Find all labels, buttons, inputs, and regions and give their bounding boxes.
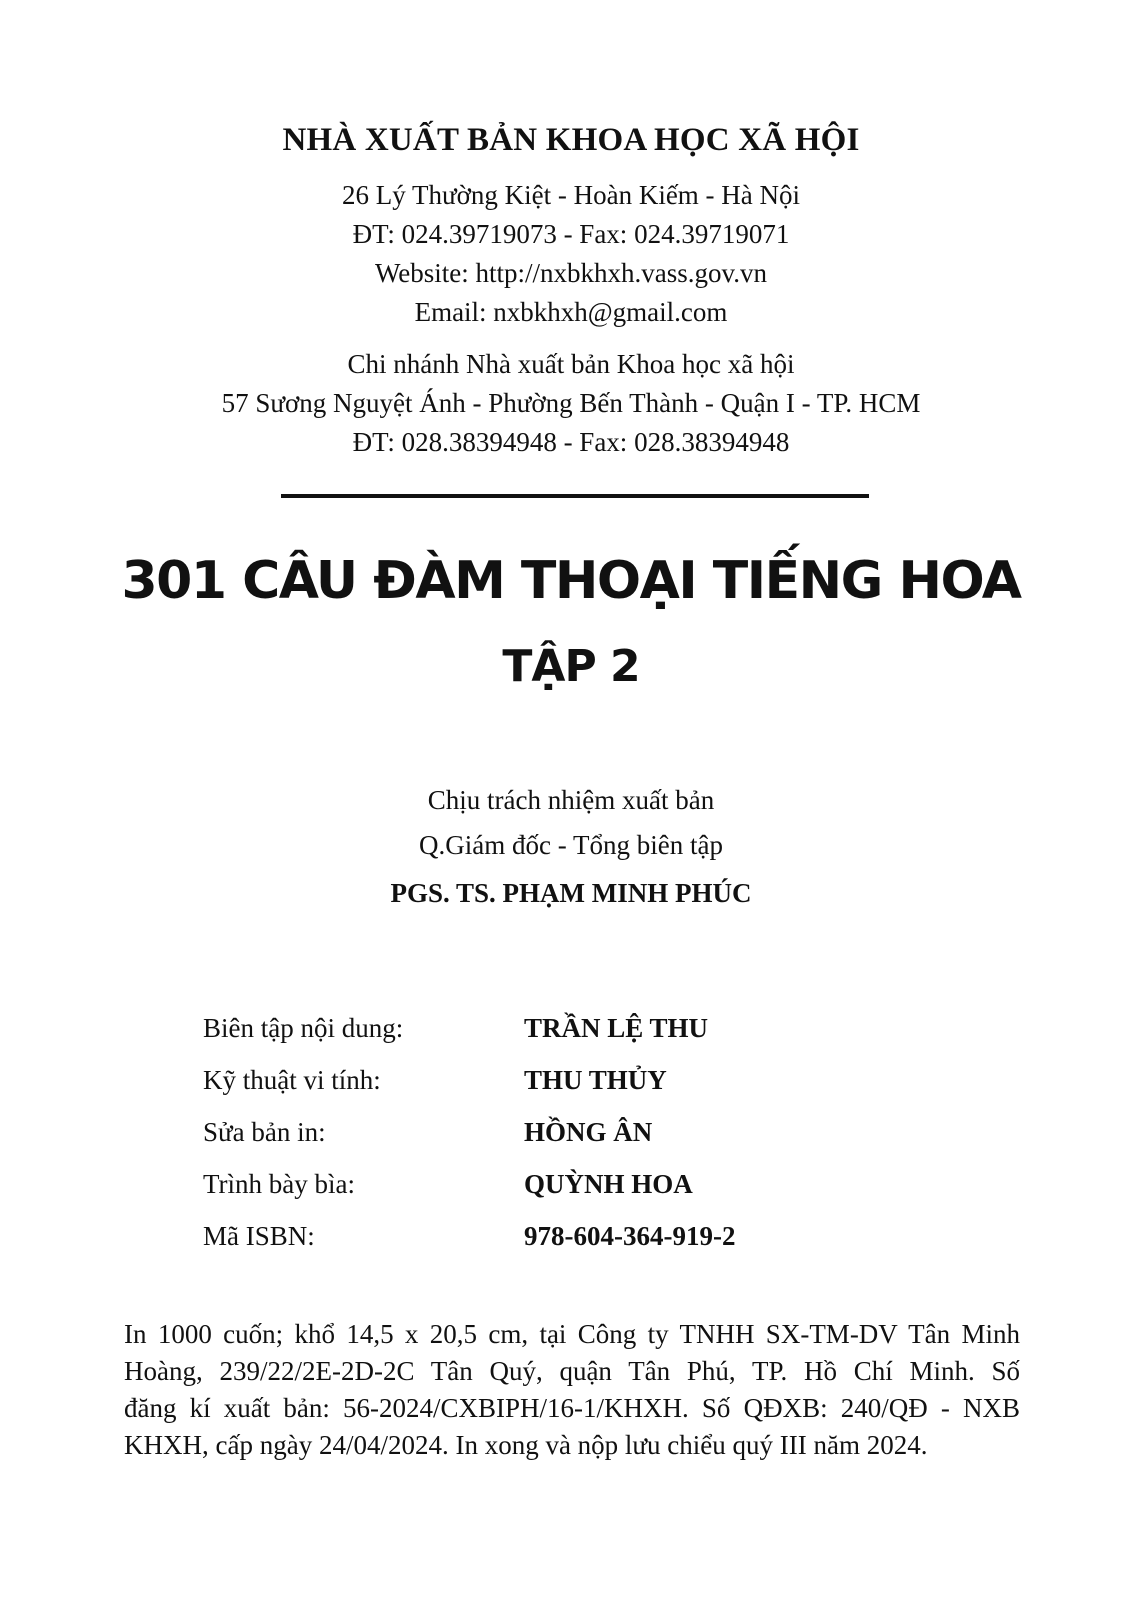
- print-info-line: KHXH, cấp ngày 24/04/2024. In xong và nộp lưu chiểu quý III năm 2024.: [124, 1430, 928, 1460]
- credits-list: [203, 1002, 735, 1262]
- branch-phone-fax: ĐT: 028.38394948 - Fax: 028.38394948: [352, 427, 790, 457]
- book-volume: TẬP 2: [502, 641, 640, 692]
- publisher-name: NHÀ XUẤT BẢN KHOA HỌC XÃ HỘI: [282, 122, 860, 158]
- credit-row: [203, 1002, 735, 1054]
- publisher-contact: [0, 176, 1142, 332]
- print-info-paragraph: [124, 1316, 1020, 1464]
- credit-value: TRẦN LỆ THU: [524, 1012, 709, 1043]
- credit-row: [203, 1106, 735, 1158]
- publisher-website: Website: http://nxbkhxh.vass.gov.vn: [374, 258, 768, 288]
- credit-label: Trình bày bìa:: [203, 1168, 356, 1199]
- credit-value: QUỲNH HOA: [524, 1168, 693, 1199]
- publisher-email: Email: nxbkhxh@gmail.com: [414, 297, 728, 327]
- branch-name: Chi nhánh Nhà xuất bản Khoa học xã hội: [347, 349, 795, 379]
- credit-row: [203, 1158, 735, 1210]
- credit-label: Sửa bản in:: [203, 1116, 326, 1147]
- book-title: 301 CÂU ĐÀM THOẠI TIẾNG HOA: [121, 551, 1021, 611]
- responsibility-person: PGS. TS. PHẠM MINH PHÚC: [390, 878, 752, 908]
- credit-label: Mã ISBN:: [203, 1220, 315, 1251]
- branch-address: 57 Sương Nguyệt Ánh - Phường Bến Thành - Quận I - TP. HCM: [221, 388, 921, 418]
- credit-row: [203, 1210, 735, 1262]
- credit-row: [203, 1054, 735, 1106]
- print-info-line: đăng kí xuất bản: 56-2024/CXBIPH/16-1/KHXH. Số QĐXB: 240/QĐ - NXB: [124, 1393, 1020, 1423]
- branch-contact: [0, 345, 1142, 462]
- divider-line: [281, 494, 869, 498]
- credit-label: Kỹ thuật vi tính:: [203, 1064, 381, 1095]
- credit-value: THU THỦY: [524, 1064, 667, 1095]
- isbn-value: 978-604-364-919-2: [524, 1220, 736, 1251]
- print-info-line: Hoàng, 239/22/2E-2D-2C Tân Quý, quận Tân Phú, TP. Hồ Chí Minh. Số: [124, 1356, 1020, 1386]
- responsibility-role: Q.Giám đốc - Tổng biên tập: [419, 830, 723, 860]
- credit-value: HỒNG ÂN: [524, 1116, 653, 1147]
- publisher-address: 26 Lý Thường Kiệt - Hoàn Kiếm - Hà Nội: [341, 180, 801, 210]
- credit-label: Biên tập nội dung:: [203, 1012, 404, 1043]
- print-info-line: In 1000 cuốn; khổ 14,5 x 20,5 cm, tại Công ty TNHH SX-TM-DV Tân Minh: [124, 1319, 1020, 1349]
- responsibility-heading: Chịu trách nhiệm xuất bản: [427, 785, 715, 815]
- responsibility-block: [0, 778, 1142, 916]
- publisher-phone-fax: ĐT: 024.39719073 - Fax: 024.39719071: [352, 219, 790, 249]
